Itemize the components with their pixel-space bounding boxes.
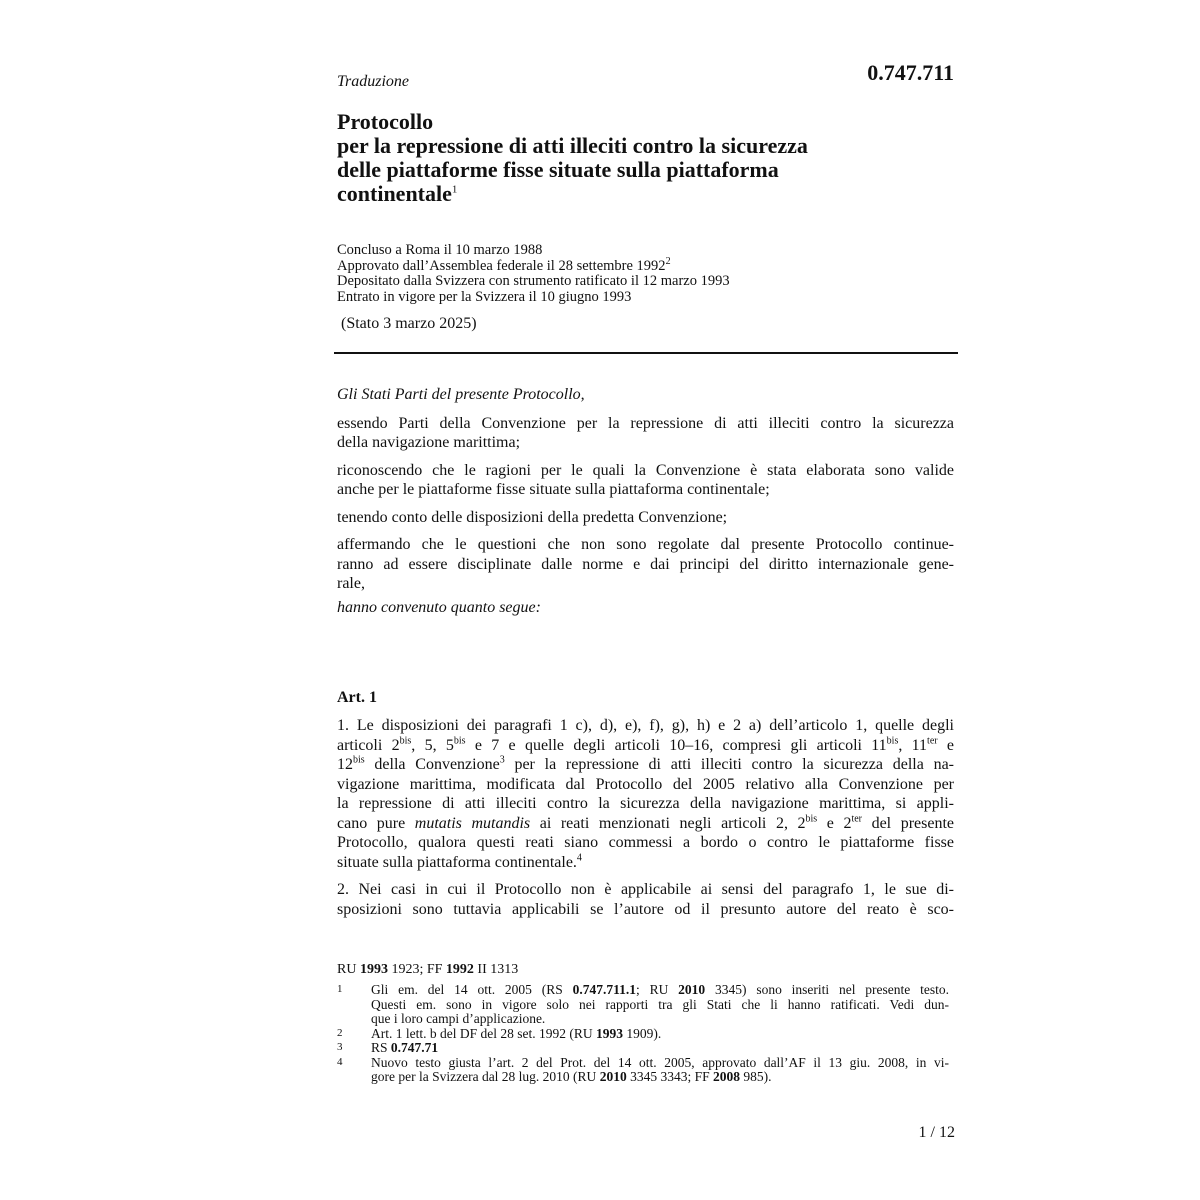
art1-text: della Convenzione — [364, 756, 500, 773]
fn-bold: 2010 — [678, 982, 706, 997]
preamble-paragraph-4 — [337, 535, 954, 594]
preamble-paragraph-2 — [337, 461, 954, 500]
ru-text: RU — [337, 962, 360, 977]
footnote-text — [371, 1027, 949, 1042]
art1-p2-line-2: sposizioni sono tuttavia applicabili se l’autore od il presunto autore del reato è sco- — [337, 900, 954, 918]
ru-text: II 1313 — [473, 962, 519, 977]
footnote-line: que i loro campi d’applicazione. — [371, 1011, 546, 1026]
footnote-line — [371, 983, 949, 998]
in-force-date: Entrato in vigore per la Svizzera il 10 giugno 1993 — [337, 288, 632, 305]
fn-text: RS — [371, 1040, 391, 1055]
art1-p1-line-4: vigazione marittima, modificata dal Protocollo del 2005 relativo alla Convenzione per — [337, 775, 954, 793]
fn-bold: 0.747.71 — [390, 1040, 439, 1055]
preamble-p1-line-1: essendo Parti della Convenzione per la repressione di atti illeciti contro la sicurezza — [337, 414, 954, 432]
superscript: ter — [851, 813, 862, 825]
deposited-date: Depositato dalla Svizzera con strumento ratificato il 12 marzo 1993 — [337, 273, 730, 289]
page-number: 1 / 12 — [918, 1124, 955, 1141]
art1-p1-line-6 — [337, 814, 954, 834]
superscript: ter — [927, 735, 938, 747]
preamble-p2-line-1: riconoscendo che le ragioni per le quali la Convenzione è stata elaborata sono valide — [337, 461, 954, 479]
art1-text: e 2 — [817, 814, 852, 832]
art1-text: , 11 — [898, 736, 928, 754]
article-1-paragraph-2 — [337, 880, 954, 919]
title-line-1: Protocollo — [337, 109, 434, 134]
footnote-number: 4 — [337, 1055, 343, 1068]
fn-text: 3345 3343; FF — [626, 1069, 713, 1084]
ru-year: 1993 — [359, 962, 388, 977]
art1-text: articoli 2 — [337, 736, 400, 754]
art1-text: per la repressione di atti illeciti contro la sicurezza della na- — [504, 756, 955, 773]
superscript: bis — [353, 754, 365, 766]
fn-text: gore per la Svizzera dal 28 lug. 2010 (RU — [371, 1069, 600, 1084]
fn-text: ; RU — [635, 982, 679, 997]
status-date: (Stato 3 marzo 2025) — [341, 315, 477, 332]
latin-phrase: mutatis mutandis — [414, 814, 531, 832]
official-compilation-reference — [337, 962, 518, 978]
title-line-4 — [337, 182, 937, 206]
fn-bold: 0.747.711.1 — [572, 982, 636, 997]
preamble-p4-line-3: rale, — [337, 575, 365, 592]
footnote-ref-4[interactable]: 4 — [576, 852, 582, 864]
footnote-2 — [337, 1027, 949, 1042]
preamble-closing: hanno convenuto quanto segue: — [337, 598, 541, 616]
article-1-body — [337, 716, 954, 927]
art1-p1-line-3 — [337, 755, 954, 775]
art1-p1-line-2 — [337, 736, 954, 756]
title-line-2: per la repressione di atti illeciti contro la sicurezza — [337, 133, 808, 158]
fn-text: 985). — [739, 1069, 772, 1084]
footnote-number: 3 — [337, 1041, 343, 1053]
footnote-text — [371, 1056, 949, 1085]
title-line-3: delle piattaforme fisse situate sulla piattaforma — [337, 157, 779, 182]
art1-text: e — [937, 736, 954, 754]
sr-number: 0.747.711 — [867, 60, 954, 85]
footnote-4 — [337, 1056, 949, 1085]
preamble — [337, 385, 954, 625]
art1-text: , 5, 5 — [411, 736, 454, 754]
superscript: bis — [399, 735, 412, 747]
fn-bold: 2010 — [599, 1069, 627, 1084]
footnote-number: 1 — [337, 983, 343, 995]
art1-text: ai reati menzionati negli articoli 2, 2 — [530, 814, 806, 832]
footnote-1 — [337, 983, 949, 1027]
preamble-intro: Gli Stati Parti del presente Protocollo, — [337, 386, 585, 403]
art1-p1-line-7: Protocollo, qualora questi reati siano commessi a bordo o contro le piattaforme fisse — [337, 834, 954, 851]
article-1-paragraph-1 — [337, 716, 954, 872]
preamble-p1-line-2: della navigazione marittima; — [337, 434, 521, 451]
art1-p1-line-5: la repressione di atti illeciti contro la sicurezza della navigazione marittima, si appli- — [337, 795, 954, 812]
approved-date — [337, 255, 957, 275]
article-1-heading: Art. 1 — [337, 689, 377, 706]
superscript: bis — [805, 813, 818, 825]
art1-text: 12 — [337, 756, 353, 773]
fn-text: Art. 1 lett. b del DF del 28 set. 1992 (RU — [371, 1025, 596, 1041]
superscript: bis — [886, 735, 899, 747]
title-footnote-ref[interactable]: 1 — [451, 183, 458, 196]
title-line-4-text: continentale — [337, 181, 452, 206]
superscript: bis — [453, 735, 466, 747]
preamble-p2-line-2: anche per le piattaforme fisse situate sulla piattaforma continentale; — [337, 481, 770, 498]
document-title — [337, 110, 937, 206]
footnote-line: Nuovo testo giusta l’art. 2 del Prot. del 14 ott. 2005, approvato dall’AF il 13 giu. 2008, in vi- — [371, 1054, 949, 1070]
footnote-ref-3[interactable]: 3 — [499, 754, 505, 766]
approved-footnote-ref[interactable]: 2 — [665, 255, 671, 267]
fn-bold: 2008 — [712, 1069, 740, 1084]
preamble-paragraph-1 — [337, 414, 954, 453]
approved-text: Approvato dall’Assemblea federale il 28 settembre 1992 — [337, 257, 666, 274]
footnote-number: 2 — [337, 1026, 343, 1039]
document-metadata — [337, 243, 957, 305]
art1-text: del presente — [862, 814, 954, 832]
fn-text: Gli em. del 14 ott. 2005 (RS — [371, 982, 573, 997]
translation-label: Traduzione — [337, 73, 410, 90]
fn-text: 3345) sono inseriti nel presente testo. — [705, 982, 949, 997]
footnote-line: Questi em. sono in vigore solo nei rapporti tra gli Stati che li hanno ratificati. Vedi dun- — [371, 996, 949, 1012]
art1-text: cano pure — [337, 814, 415, 832]
art1-text: e 7 e quelle degli articoli 10–16, compresi gli articoli 11 — [465, 736, 887, 754]
header-divider — [334, 352, 958, 354]
art1-text: situate sulla piattaforma continentale. — [337, 853, 577, 871]
ru-text: 1923; FF — [387, 962, 446, 977]
preamble-paragraph-3: tenendo conto delle disposizioni della predetta Convenzione; — [337, 508, 728, 526]
art1-p1-line-8 — [337, 853, 954, 873]
art1-p2-line-1: 2. Nei casi in cui il Protocollo non è applicabile ai sensi del paragrafo 1, le sue di- — [337, 881, 954, 898]
footnote-text — [371, 1041, 949, 1056]
footnote-text — [371, 983, 949, 1027]
art1-p1-line-1: 1. Le disposizioni dei paragrafi 1 c), d), e), f), g), h) e 2 a) dell’articolo 1, quelle degli — [337, 717, 954, 734]
footnotes — [337, 983, 949, 1085]
preamble-p4-line-2: ranno ad essere disciplinate dalle norme e dai principi del diritto internazionale gene- — [337, 555, 954, 573]
footnote-line — [371, 1070, 949, 1085]
fn-text: 1909). — [622, 1025, 662, 1041]
footnote-3 — [337, 1041, 949, 1056]
preamble-p4-line-1: affermando che le questioni che non sono regolate dal presente Protocollo continue- — [337, 536, 954, 553]
concluded-date: Concluso a Roma il 10 marzo 1988 — [337, 242, 543, 258]
fn-bold: 1993 — [595, 1025, 623, 1041]
ff-year: 1992 — [445, 962, 474, 977]
